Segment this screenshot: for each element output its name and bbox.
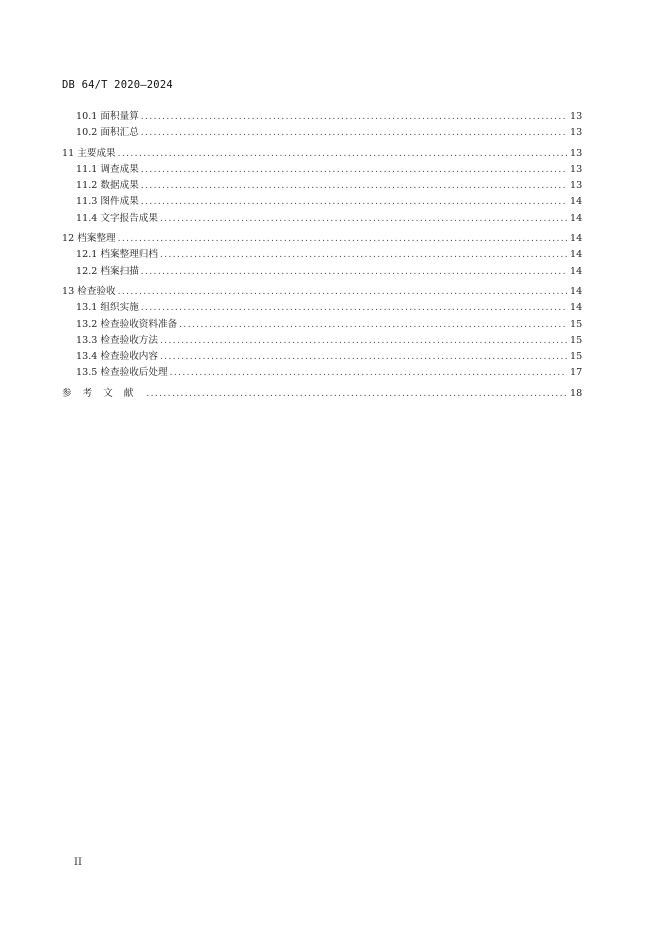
toc-entry[interactable] <box>62 146 582 162</box>
document-code-header: DB 64/T 2020—2024 <box>62 79 173 91</box>
toc-page-number: 17 <box>570 367 583 379</box>
toc-leader-dots <box>141 178 567 194</box>
toc-page-number: 14 <box>570 212 583 224</box>
toc-entry[interactable] <box>62 365 582 381</box>
toc-leader-dots <box>118 146 567 162</box>
table-of-contents <box>62 109 582 402</box>
toc-page-number: 14 <box>570 233 583 245</box>
toc-entry-label: 11.2 数据成果 <box>76 180 139 192</box>
page-number: II <box>74 857 82 868</box>
toc-entry[interactable] <box>62 194 582 210</box>
toc-page-number: 13 <box>570 180 583 192</box>
toc-leader-dots <box>141 264 567 280</box>
toc-entry-label: 11 主要成果 <box>62 147 116 159</box>
toc-entry-label: 11.4 文字报告成果 <box>76 212 158 224</box>
toc-leader-dots <box>160 247 567 263</box>
toc-entry-label: 12 档案整理 <box>62 233 116 245</box>
toc-page-number: 13 <box>570 127 583 139</box>
toc-leader-dots <box>170 365 567 381</box>
toc-leader-dots <box>141 109 567 125</box>
toc-entry-label: 10.2 面积汇总 <box>76 127 139 139</box>
toc-entry[interactable] <box>62 211 582 227</box>
toc-entry-label: 10.1 面积量算 <box>76 111 139 122</box>
toc-entry[interactable] <box>62 264 582 280</box>
toc-entry-label: 参考文献 <box>62 387 145 399</box>
toc-leader-dots <box>179 317 567 333</box>
toc-leader-dots <box>160 211 567 227</box>
toc-entry[interactable] <box>62 231 582 247</box>
toc-entry[interactable] <box>62 247 582 263</box>
toc-entry[interactable] <box>62 125 582 141</box>
toc-entry[interactable] <box>62 300 582 316</box>
toc-entry[interactable] <box>62 162 582 178</box>
toc-leader-dots <box>141 300 567 316</box>
toc-entry[interactable] <box>62 178 582 194</box>
toc-entry-label: 13.1 组织实施 <box>76 302 139 314</box>
toc-entry[interactable] <box>62 284 582 300</box>
toc-page-number: 14 <box>570 302 583 314</box>
toc-entry-label: 11.1 调查成果 <box>76 163 139 175</box>
toc-page-number: 15 <box>570 334 583 346</box>
toc-leader-dots <box>141 194 567 210</box>
toc-entry-label: 12.1 档案整理归档 <box>76 249 158 261</box>
toc-entry-label: 11.3 图件成果 <box>76 196 139 208</box>
toc-page-number: 14 <box>570 285 583 297</box>
toc-page-number: 18 <box>570 387 583 399</box>
toc-entry[interactable] <box>62 317 582 333</box>
toc-entry-label: 12.2 档案扫描 <box>76 265 139 277</box>
toc-entry-references[interactable] <box>62 386 582 402</box>
toc-leader-dots <box>141 125 567 141</box>
toc-entry-label: 13.2 检查验收资料准备 <box>76 318 178 330</box>
toc-entry-label: 13.4 检查验收内容 <box>76 351 158 363</box>
toc-leader-dots <box>160 349 567 365</box>
toc-entry-label: 13 检查验收 <box>62 285 116 297</box>
toc-page-number: 13 <box>570 163 583 175</box>
toc-entry[interactable] <box>62 109 582 125</box>
toc-page-number: 13 <box>570 147 583 159</box>
toc-entry[interactable] <box>62 349 582 365</box>
toc-entry-label: 13.5 检查验收后处理 <box>76 367 168 379</box>
toc-page-number: 13 <box>570 111 583 122</box>
toc-page-number: 14 <box>570 265 583 277</box>
toc-entry-label: 13.3 检查验收方法 <box>76 334 158 346</box>
toc-leader-dots <box>118 284 567 300</box>
toc-leader-dots <box>141 162 567 178</box>
toc-leader-dots <box>118 231 567 247</box>
toc-leader-dots <box>146 386 567 402</box>
toc-leader-dots <box>160 333 567 349</box>
toc-page-number: 15 <box>570 351 583 363</box>
toc-page-number: 15 <box>570 318 583 330</box>
toc-entry[interactable] <box>62 333 582 349</box>
toc-page-number: 14 <box>570 249 583 261</box>
toc-page-number: 14 <box>570 196 583 208</box>
